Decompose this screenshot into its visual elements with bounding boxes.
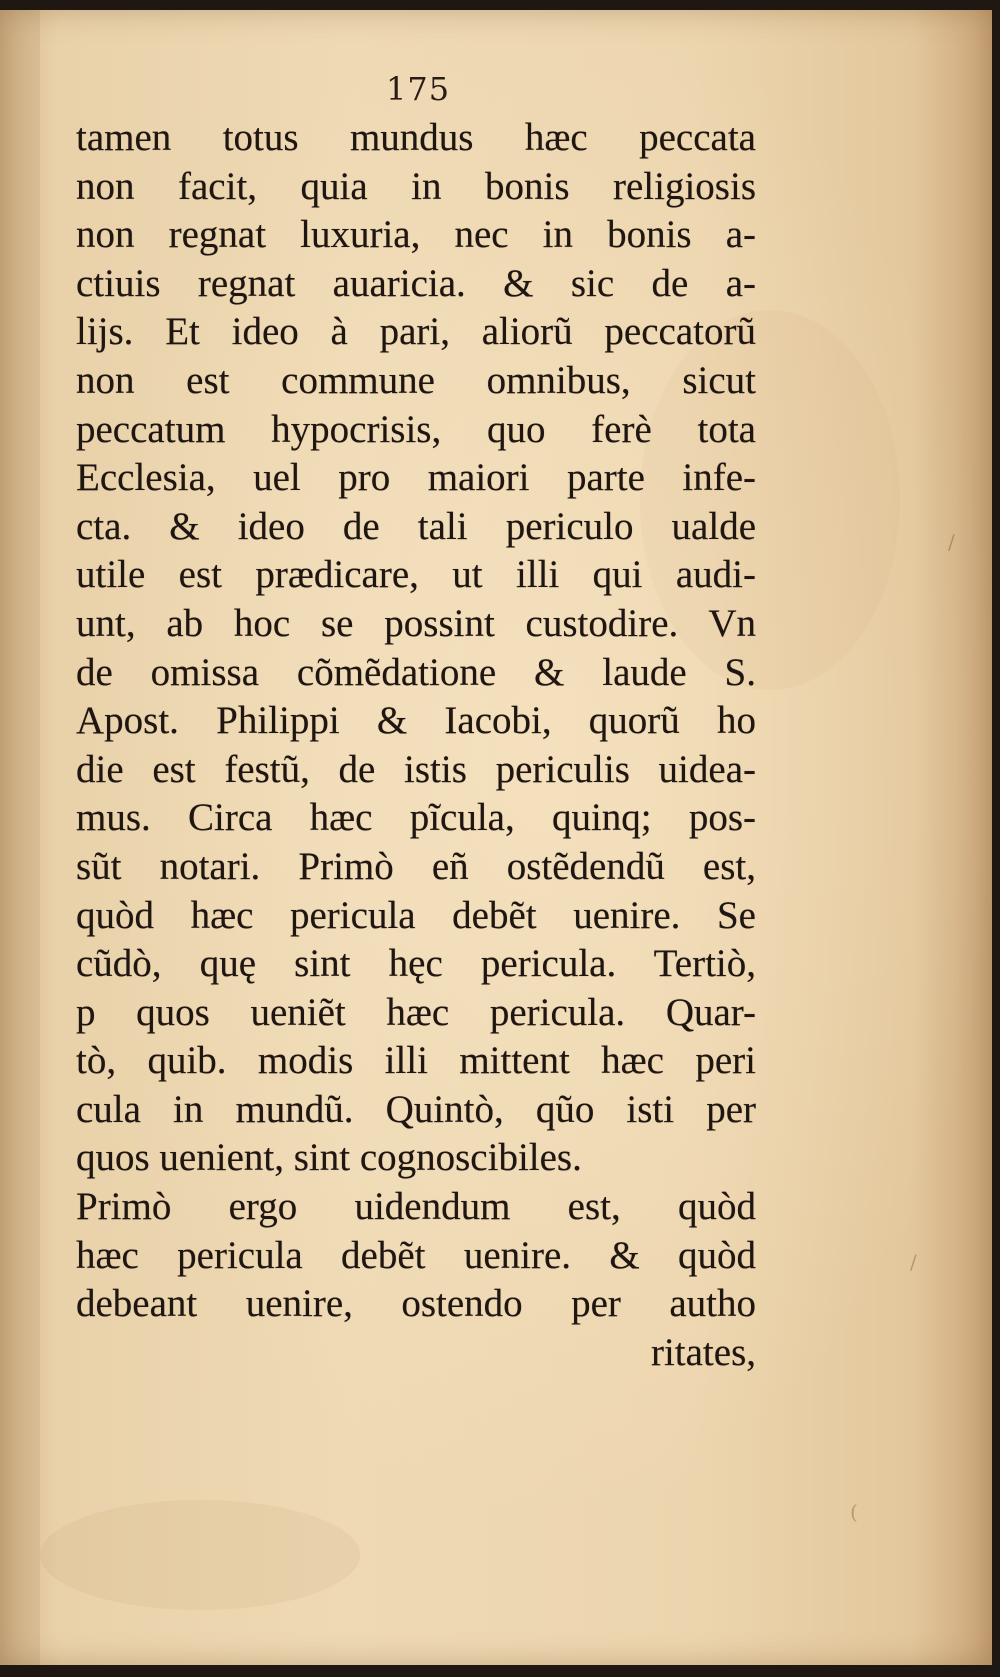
text-line: debeant uenire, ostendo per autho: [76, 1282, 756, 1326]
text-line: mus. Circa hæc pĩcula, quinq; pos-: [76, 796, 756, 840]
page-number: 175: [386, 70, 451, 108]
paper-speck: /: [948, 530, 955, 554]
text-line: Primò ergo uidendum est, quòd: [76, 1185, 756, 1229]
text-line: lijs. Et ideo à pari, aliorũ peccatorũ: [76, 310, 756, 354]
text-line: hæc pericula debẽt uenire. & quòd: [76, 1233, 756, 1277]
text-line: utile est prædicare, ut illi qui audi-: [76, 553, 756, 597]
book-page: [0, 10, 992, 1665]
paper-stain: [40, 1500, 360, 1610]
body-text: [76, 114, 756, 1377]
gutter-shadow: [0, 10, 40, 1665]
text-line: unt, ab hoc se possint custodire. Vn: [76, 601, 756, 645]
text-line: tò, quib. modis illi mittent hæc peri: [76, 1039, 756, 1083]
paper-speck: (: [850, 1500, 858, 1524]
text-line: non est commune omnibus, sicut: [76, 358, 756, 402]
text-line: cũdò, quę sint hęc pericula. Tertiò,: [76, 942, 756, 986]
text-line: non facit, quia in bonis religiosis: [76, 164, 756, 208]
text-line: Ecclesia, uel pro maiori parte infe-: [76, 456, 756, 500]
text-line: sũt notari. Primò eñ ostẽdendũ est,: [76, 844, 756, 888]
catchword: ritates,: [650, 1330, 756, 1374]
text-line: cta. & ideo de tali periculo ualde: [76, 504, 756, 548]
text-line: ctiuis regnat auaricia. & sic de a-: [76, 261, 756, 305]
text-line: p quos ueniẽt hæc pericula. Quar-: [76, 990, 756, 1034]
text-line: tamen totus mundus hæc peccata: [76, 116, 756, 159]
text-line: non regnat luxuria, nec in bonis a-: [76, 213, 756, 257]
text-line: quos uenient, sint cognoscibiles.: [76, 1136, 582, 1180]
text-line: die est festũ, de istis periculis uidea-: [76, 747, 756, 791]
text-line: peccatum hypocrisis, quo ferè tota: [76, 407, 756, 451]
paper-speck: /: [910, 1250, 917, 1274]
text-line: de omissa cõmẽdatione & laude S.: [76, 650, 756, 694]
text-line: Apost. Philippi & Iacobi, quorũ ho: [76, 699, 756, 743]
text-line: quòd hæc pericula debẽt uenire. Se: [76, 893, 756, 937]
text-line: cula in mundũ. Quintò, qũo isti per: [76, 1087, 756, 1131]
